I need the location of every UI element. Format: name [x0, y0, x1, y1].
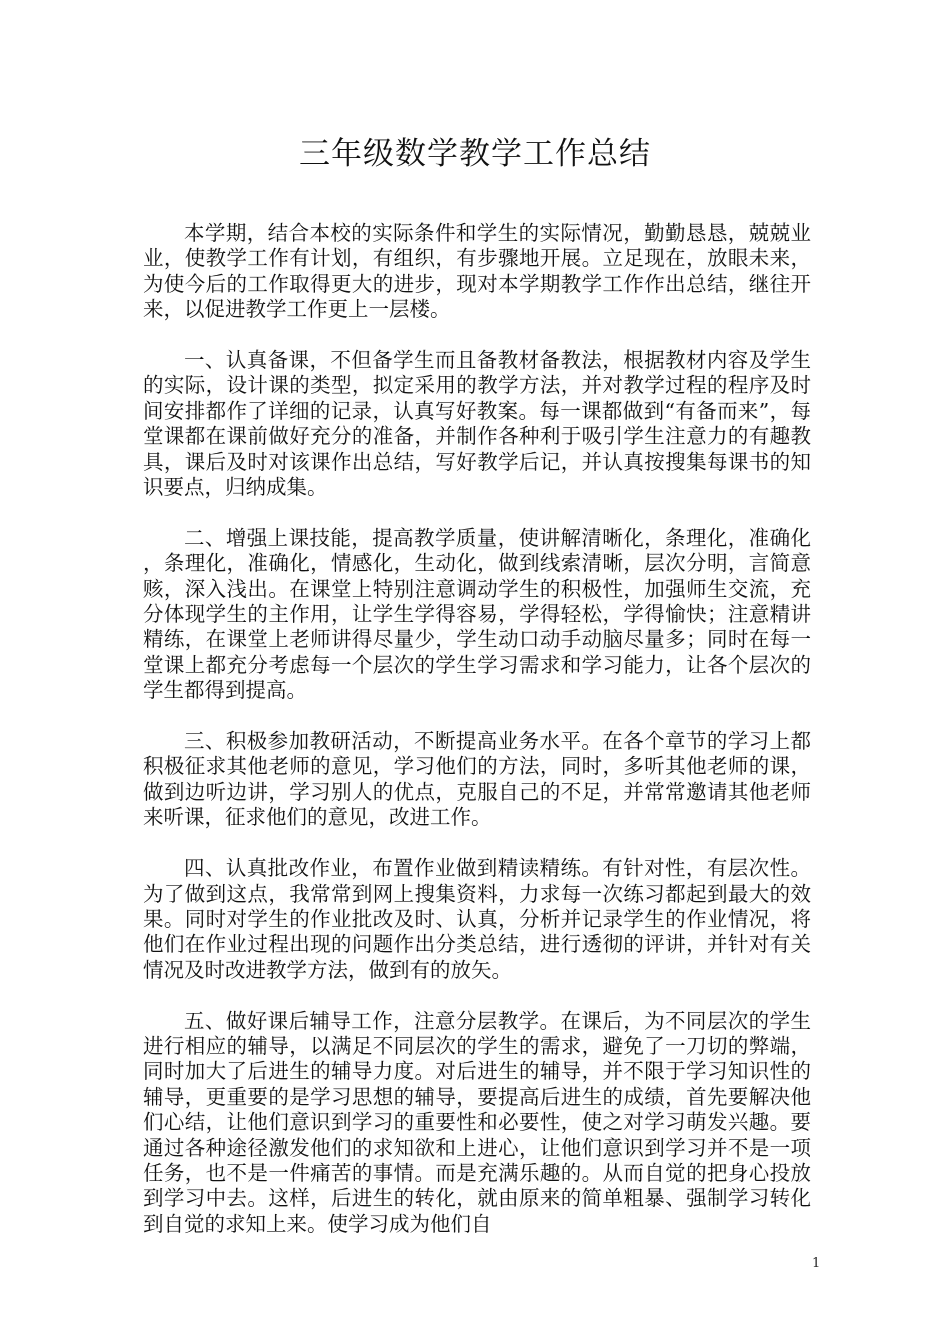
paragraph-after-class-tutoring: 五、做好课后辅导工作，注意分层教学。在课后，为不同层次的学生进行相应的辅导，以满足不同层次的学生的需求，避免了一刀切的弊端，同时加大了后进生的辅导力度。对后进生的辅导，并不限于学习知识性的辅导，更重要的是学习思想的辅导，要提高后进生的成绩，首先要解决他们心结，让他们意识到学习的重要性和必要性，使之对学习萌发兴趣。要通过各种途径激发他们的求知欲和上进心，让他们意识到学习并不是一项任务，也不是一件痛苦的事情。而是充满乐趣的。从而自觉的把身心投放到学习中去。这样，后进生的转化，就由原来的简单粗暴、强制学习转化到自觉的求知上来。使学习成为他们自 [143, 1008, 811, 1236]
paragraph-homework-correction: 四、认真批改作业，布置作业做到精读精练。有针对性，有层次性。为了做到这点，我常常到网上搜集资料，力求每一次练习都起到最大的效果。同时对学生的作业批改及时、认真，分析并记录学生的作业情况，将他们在作业过程出现的问题作出分类总结，进行透彻的评讲，并针对有关情况及时改进教学方法，做到有的放矢。 [143, 856, 811, 982]
paragraph-lesson-preparation: 一、认真备课，不但备学生而且备教材备教法，根据教材内容及学生的实际，设计课的类型，拟定采用的教学方法，并对教学过程的程序及时间安排都作了详细的记录，认真写好教案。每一课都做到“有备而来”，每堂课都在课前做好充分的准备，并制作各种利于吸引学生注意力的有趣教具，课后及时对该课作出总结，写好教学后记，并认真按搜集每课书的知识要点，归纳成集。 [143, 348, 811, 500]
paragraph-intro: 本学期，结合本校的实际条件和学生的实际情况，勤勤恳恳，兢兢业业，使教学工作有计划，有组织，有步骤地开展。立足现在，放眼未来，为使今后的工作取得更大的进步，现对本学期教学工作作出总结，继往开来，以促进教学工作更上一层楼。 [143, 221, 811, 322]
document-title: 三年级数学教学工作总结 [299, 136, 651, 172]
paragraph-teaching-skills: 二、增强上课技能，提高教学质量，使讲解清晰化，条理化，准确化，条理化，准确化，情感化，生动化，做到线索清晰，层次分明，言简意赅，深入浅出。在课堂上特别注意调动学生的积极性，加强师生交流，充分体现学生的主作用，让学生学得容易，学得轻松，学得愉快；注意精讲精练，在课堂上老师讲得尽量少，学生动口动手动脑尽量多；同时在每一堂课上都充分考虑每一个层次的学生学习需求和学习能力，让各个层次的学生都得到提高。 [143, 525, 811, 703]
document-body [143, 221, 811, 1237]
page-number: 1 [812, 1256, 821, 1271]
paragraph-teaching-research: 三、积极参加教研活动，不断提高业务水平。在各个章节的学习上都积极征求其他老师的意见，学习他们的方法，同时，多听其他老师的课，做到边听边讲，学习别人的优点，克服自己的不足，并常常邀请其他老师来听课，征求他们的意见，改进工作。 [143, 729, 811, 830]
